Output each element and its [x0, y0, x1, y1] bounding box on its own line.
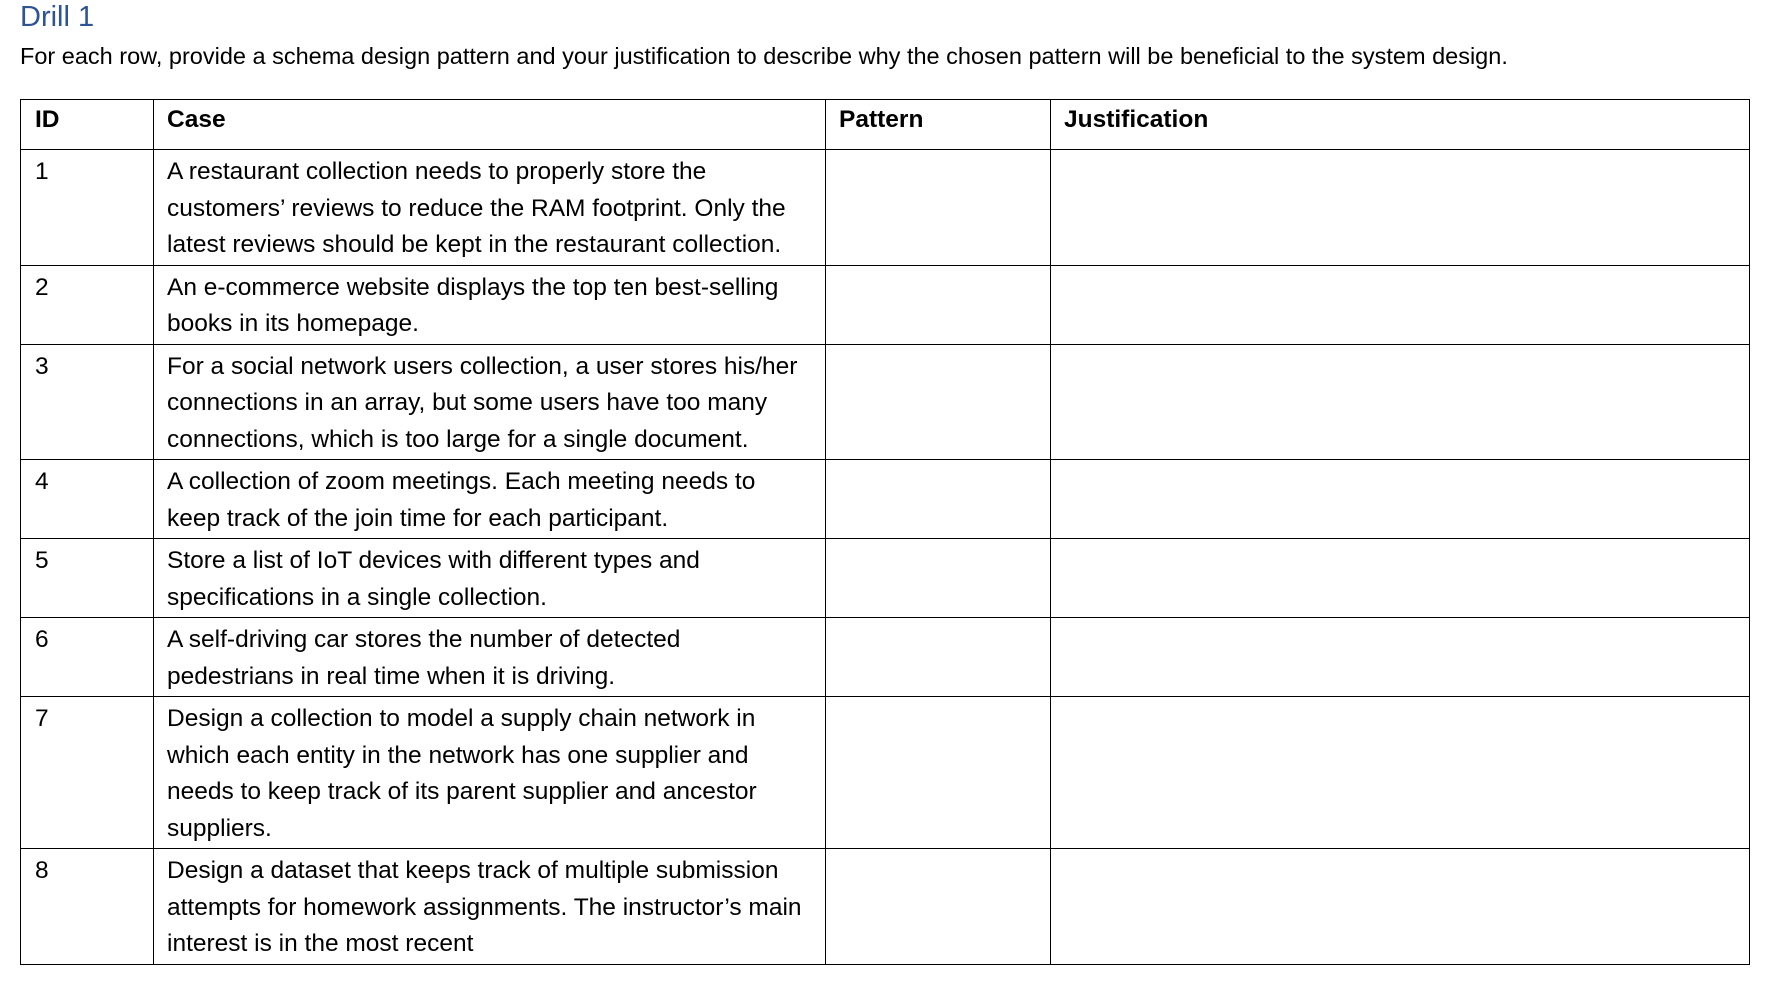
row-case: A self-driving car stores the number of detected pedestrians in real time when it is driving.: [154, 618, 826, 697]
column-header-case: Case: [154, 100, 826, 150]
row-justification-cell[interactable]: [1051, 460, 1750, 539]
table-header-row: [21, 100, 1750, 150]
row-case: Store a list of IoT devices with different types and specifications in a single collection.: [154, 539, 826, 618]
row-case: A collection of zoom meetings. Each meeting needs to keep track of the join time for each participant.: [154, 460, 826, 539]
row-justification-cell[interactable]: [1051, 697, 1750, 849]
row-id: 1: [21, 150, 154, 266]
row-justification-cell[interactable]: [1051, 849, 1750, 965]
row-id: 8: [21, 849, 154, 965]
row-case: A restaurant collection needs to properly store the customers’ reviews to reduce the RAM footprint. Only the latest reviews should be kept in the restaurant collection.: [154, 150, 826, 266]
drill-heading: Drill 1: [20, 1, 95, 33]
table-row: [21, 618, 1750, 697]
column-header-pattern: Pattern: [826, 100, 1051, 150]
row-id: 7: [21, 697, 154, 849]
row-justification-cell[interactable]: [1051, 265, 1750, 344]
row-id: 3: [21, 344, 154, 460]
row-justification-cell[interactable]: [1051, 150, 1750, 266]
row-id: 2: [21, 265, 154, 344]
row-id: 6: [21, 618, 154, 697]
table-row: [21, 150, 1750, 266]
table-row: [21, 265, 1750, 344]
row-justification-cell[interactable]: [1051, 618, 1750, 697]
row-case: For a social network users collection, a user stores his/her connections in an array, but some users have too many connections, which is too large for a single document.: [154, 344, 826, 460]
row-pattern-cell[interactable]: [826, 265, 1051, 344]
row-justification-cell[interactable]: [1051, 344, 1750, 460]
row-id: 5: [21, 539, 154, 618]
row-case: Design a collection to model a supply chain network in which each entity in the network has one supplier and needs to keep track of its parent supplier and ancestor suppliers.: [154, 697, 826, 849]
row-pattern-cell[interactable]: [826, 539, 1051, 618]
row-pattern-cell[interactable]: [826, 150, 1051, 266]
row-pattern-cell[interactable]: [826, 618, 1051, 697]
column-header-justification: Justification: [1051, 100, 1750, 150]
table-row: [21, 849, 1750, 965]
row-pattern-cell[interactable]: [826, 849, 1051, 965]
table-row: [21, 344, 1750, 460]
row-pattern-cell[interactable]: [826, 697, 1051, 849]
row-id: 4: [21, 460, 154, 539]
column-header-id: ID: [21, 100, 154, 150]
instructions-text: For each row, provide a schema design pattern and your justification to describe why the chosen pattern will be beneficial to the system design.: [20, 43, 1508, 69]
drill-table: [20, 99, 1750, 965]
row-pattern-cell[interactable]: [826, 460, 1051, 539]
table-row: [21, 539, 1750, 618]
table-row: [21, 697, 1750, 849]
table-row: [21, 460, 1750, 539]
row-case: An e-commerce website displays the top ten best-selling books in its homepage.: [154, 265, 826, 344]
row-justification-cell[interactable]: [1051, 539, 1750, 618]
row-pattern-cell[interactable]: [826, 344, 1051, 460]
row-case: Design a dataset that keeps track of multiple submission attempts for homework assignments. The instructor’s main interest is in the most recent: [154, 849, 826, 965]
